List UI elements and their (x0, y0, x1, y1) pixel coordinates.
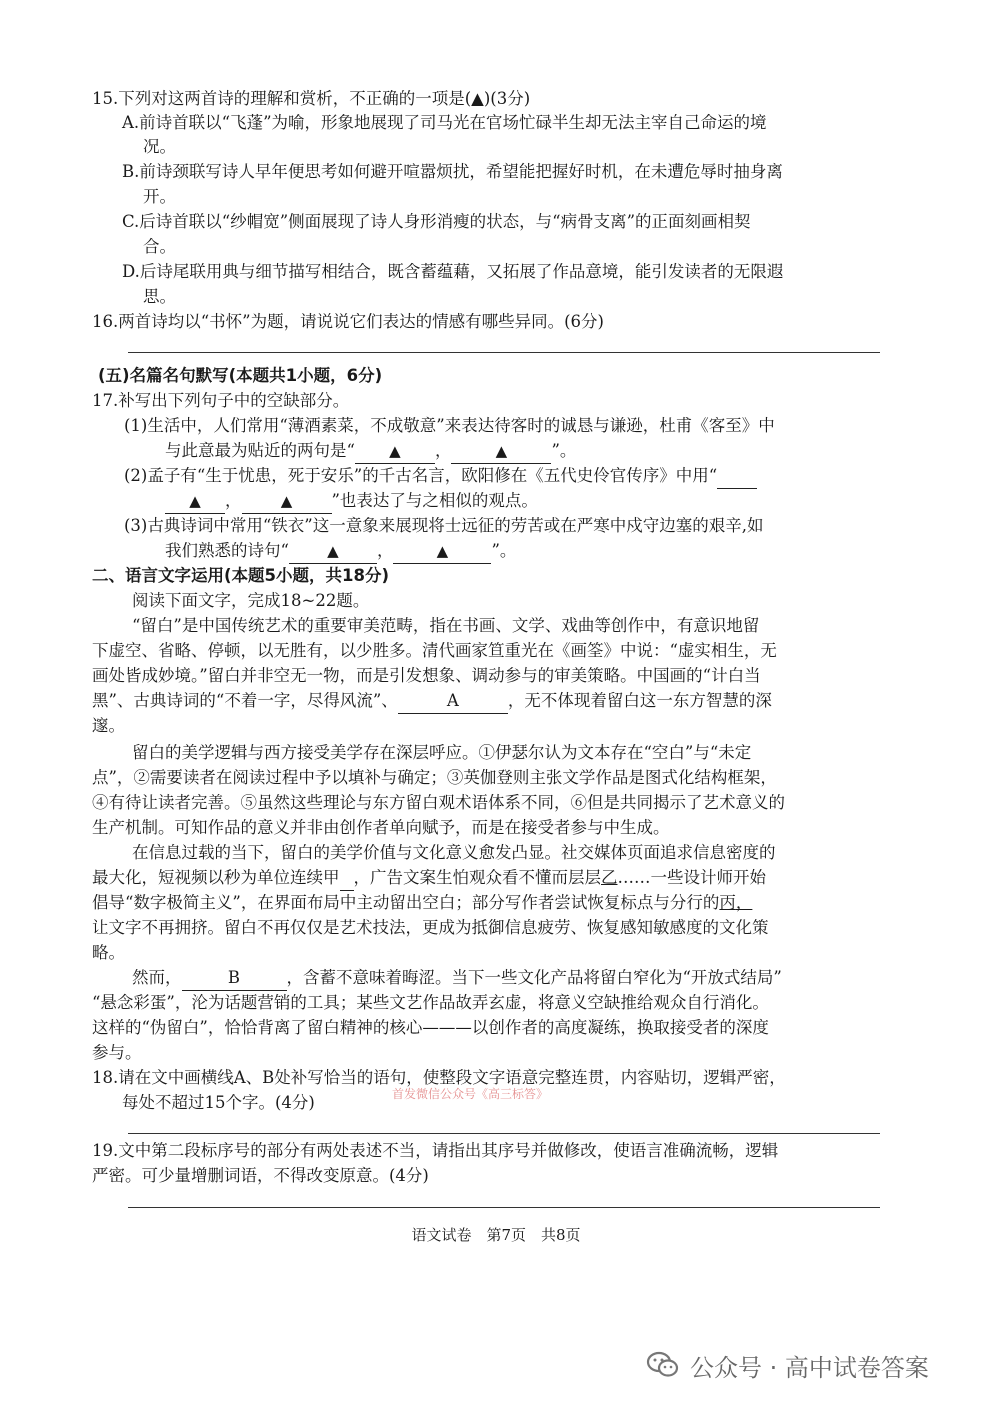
passage-p2-line4: 生产机制。可知作品的意义并非由创作者单向赋予，而是在接受者参与中生成。 (92, 818, 670, 837)
passage-p3-line1: 在信息过载的当下，留白的美学价值与文化意义愈发凸显。社交媒体页面追求信息密度的 (132, 843, 776, 862)
option-b-line1: B.前诗颈联写诗人早年便思考如何避开喧嚣烦扰，希望能把握好时机，在未遭危辱时抽身离 (122, 162, 783, 181)
passage-p2-line1: 留白的美学逻辑与西方接受美学存在深层呼应。①伊瑟尔认为文本存在“空白”与“未定 (132, 743, 752, 762)
answer-line-19 (128, 1207, 880, 1208)
blank-yi[interactable]: 乙 (601, 868, 618, 887)
q17-part3-line2: 我们熟悉的诗句“ ▲ ， ▲ ”。 (165, 539, 516, 564)
question-18-line1: 18.请在文中画横线A、B处补写恰当的语句，使整段文字语意完整连贯，内容贴切，逻辑严密， (92, 1068, 786, 1087)
passage-p1-line4: 黑”、古典诗词的“不着一字，尽得风流”、 A ，无不体现着留白这一东方智慧的深 (92, 689, 772, 714)
question-18-line2: 每处不超过15个字。(4分) (122, 1093, 315, 1112)
blank-jia[interactable] (340, 866, 354, 891)
option-d-line2: 思。 (143, 287, 176, 306)
option-d-line1: D.后诗尾联用典与细节描写相结合，既含蓄蕴藉，又拓展了作品意境，能引发读者的无限遐 (122, 262, 784, 281)
q17-part1-line1: (1)生活中，人们常用“薄酒素菜，不成敬意”来表达待客时的诚恳与谦逊，杜甫《客至》中 (124, 416, 775, 435)
question-19-line2: 严密。可少量增删词语，不得改变原意。(4分) (92, 1166, 429, 1185)
passage-p1-line2: 下虚空、省略、停顿，以无胜有，以少胜多。清代画家笪重光在《画筌》中说：“虚实相生，无 (92, 641, 777, 660)
option-a-line2: 况。 (143, 137, 176, 156)
passage-p3-line4: 让文字不再拥挤。留白不再仅仅是艺术技法，更成为抵御信息疲劳、恢复感知敏感度的文化策 (92, 918, 769, 937)
q17-part2-line1: (2)孟子有“生于忧患，死于安乐”的千古名言，欧阳修在《五代史伶官传序》中用“ (124, 464, 757, 489)
passage-p3-line5: 略。 (92, 943, 125, 962)
passage-p2-line3: ④有待让读者完善。⑤虽然这些理论与东方留白观术语体系不同，⑥但是共同揭示了艺术意义的 (92, 793, 785, 812)
answer-blank[interactable]: ▲ (242, 489, 332, 514)
option-c-line2: 合。 (143, 237, 176, 256)
passage-p4-line4: 参与。 (92, 1043, 142, 1062)
answer-blank[interactable]: ▲ (165, 489, 225, 514)
brand-badge (646, 1345, 929, 1385)
answer-blank-start[interactable] (717, 464, 757, 489)
answer-line-18 (128, 1133, 880, 1134)
option-c-line1: C.后诗首联以“纱帽宽”侧面展现了诗人身形消瘦的状态，与“病骨支离”的正面刻画相契 (122, 212, 751, 231)
passage-p4-line1: 然而， B ，含蓄不意味着晦涩。当下一些文化产品将留白窄化为“开放式结局” (132, 966, 782, 991)
q17-part3-line1: (3)古典诗词中常用“铁衣”这一意象来展现将士远征的劳苦或在严寒中戍守边塞的艰辛,如 (124, 516, 764, 535)
brand-text: 公众号 · 高中试卷答案 (690, 1353, 929, 1382)
question-15-stem: 15.下列对这两首诗的理解和赏析，不正确的一项是(▲)(3分) (92, 89, 531, 108)
passage-p1-line3: 画处皆成妙境。”留白并非空无一物，而是引发想象、调动参与的审美策略。中国画的“计白当 (92, 666, 761, 685)
page-footer: 语文试卷 第7页 共8页 (411, 1226, 581, 1244)
reading-instruction: 阅读下面文字，完成18~22题。 (132, 591, 370, 610)
wechat-icon (646, 1350, 680, 1380)
watermark-text: 首发微信公众号《高三标答》 (392, 1087, 549, 1101)
section-5-heading: (五)名篇名句默写(本题共1小题，6分) (98, 366, 383, 385)
question-19-line1: 19.文中第二段标序号的部分有两处表述不当，请指出其序号并做修改，使语言准确流畅，逻辑 (92, 1141, 779, 1160)
q17-part1-line2: 与此意最为贴近的两句是“ ▲ ， ▲ ”。 (165, 439, 576, 464)
question-17-stem: 17.补写出下列句子中的空缺部分。 (92, 391, 350, 410)
answer-line-16 (128, 352, 880, 353)
passage-p1-line5: 邃。 (92, 716, 125, 735)
passage-p1-line1: “留白”是中国传统艺术的重要审美范畴，指在书画、文学、戏曲等创作中，有意识地留 (132, 616, 760, 635)
blank-bing[interactable]: 丙 (719, 893, 736, 912)
answer-blank[interactable]: ▲ (393, 539, 491, 564)
question-16: 16.两首诗均以“书怀”为题，请说说它们表达的情感有哪些异同。(6分) (92, 312, 604, 331)
passage-p4-line2: “悬念彩蛋”，沦为话题营销的工具；某些文艺作品故弄玄虚，将意义空缺推给观众自行消化。 (92, 993, 769, 1012)
q17-part2-line2: ▲ ， ▲ ”也表达了与之相似的观点。 (165, 489, 538, 514)
option-b-line2: 开。 (143, 187, 176, 206)
passage-p3-line3: 倡导“数字极简主义”，在界面布局中主动留出空白；部分写作者尝试恢复标点与分行的丙， (92, 893, 753, 912)
option-a-line1: A.前诗首联以“飞蓬”为喻，形象地展现了司马光在官场忙碌半生却无法主宰自己命运的境 (122, 113, 767, 132)
passage-p3-line2: 最大化，短视频以秒为单位连续甲 ，广告文案生怕观众看不懂而层层乙……一些设计师开始 (92, 866, 766, 891)
section-2-heading: 二、语言文字运用(本题5小题，共18分) (92, 566, 390, 585)
blank-b[interactable]: B (182, 966, 287, 991)
blank-a[interactable]: A (398, 689, 508, 714)
answer-blank[interactable]: ▲ (451, 439, 551, 464)
answer-blank[interactable]: ▲ (355, 439, 435, 464)
passage-p4-line3: 这样的“伪留白”，恰恰背离了留白精神的核心———以创作者的高度凝练，换取接受者的深度 (92, 1018, 769, 1037)
passage-p2-line2: 点”，②需要读者在阅读过程中予以填补与确定；③英伽登则主张文学作品是图式化结构框架， (92, 768, 777, 787)
answer-blank[interactable]: ▲ (289, 539, 377, 564)
